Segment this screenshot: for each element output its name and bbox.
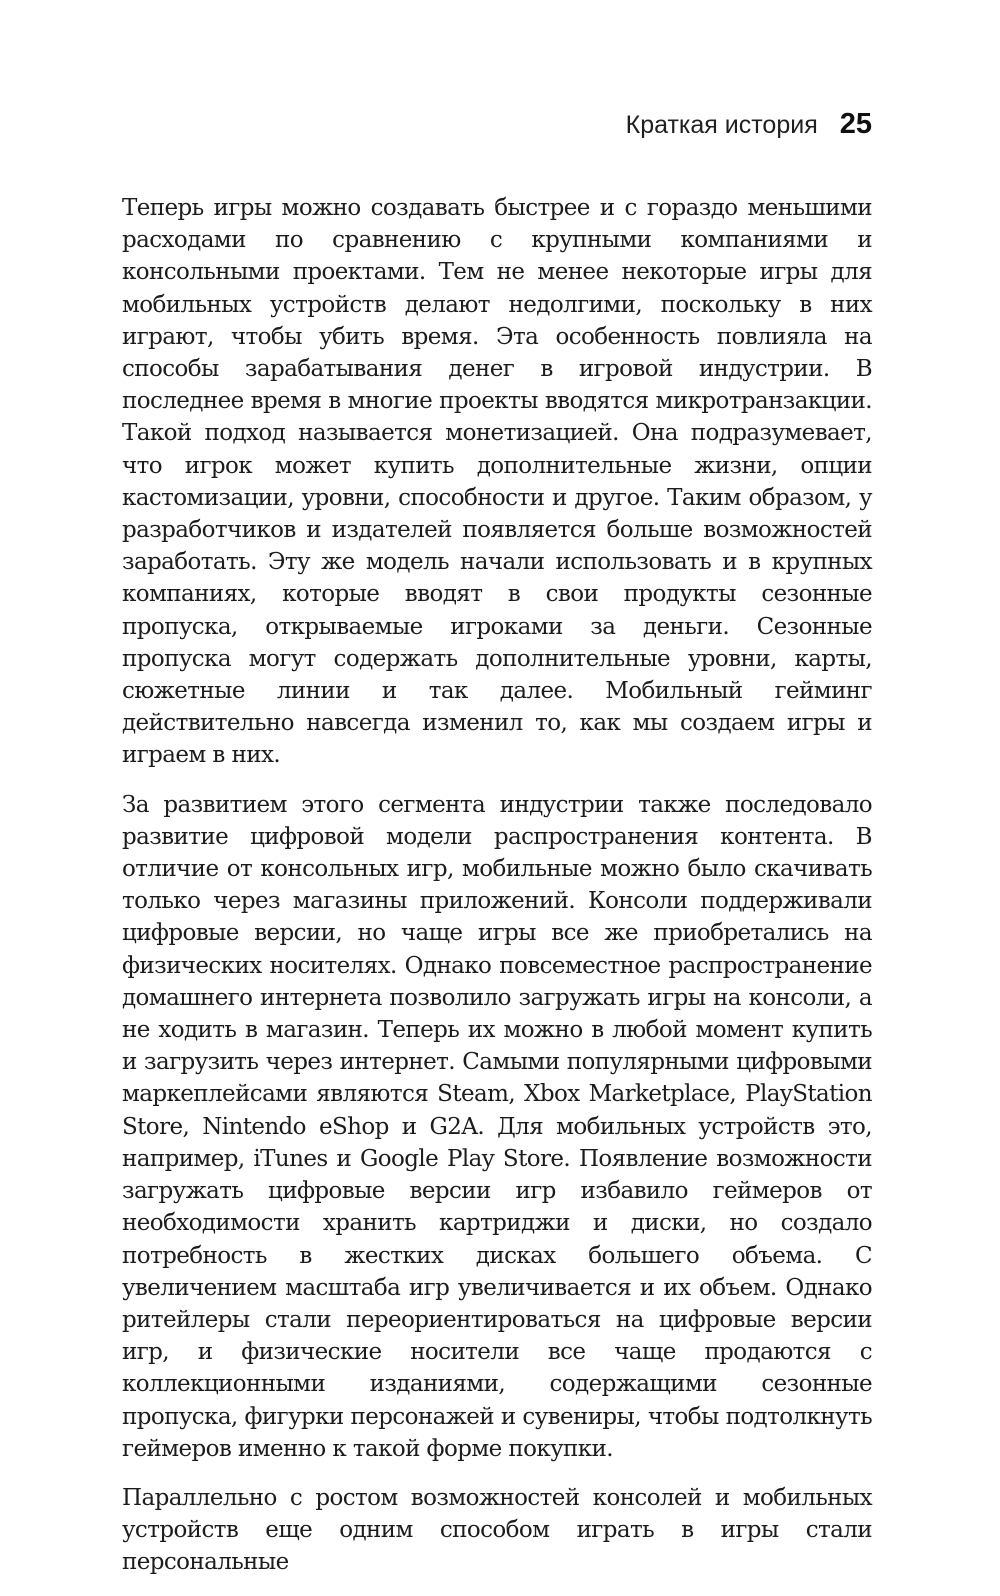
paragraph-3: Параллельно с ростом возможностей консолей и мобильных устройств еще одним способом играть в игры стали персональные <box>122 1484 872 1576</box>
running-header <box>122 108 872 141</box>
paragraph-1: Теперь игры можно создавать быстрее и с гораздо меньшими расходами по сравнению с крупными компаниями и консольными проектами. Тем не менее некоторые игры для мобильных устройств делают недолгими, поскольку в них играют, чтобы убить время. Эта особенность повлияла на способы зарабатывания денег в игровой индустрии. В последнее время в многие проекты вводятся микротранзакции. Такой подход называется монетизацией. Она подразумевает, что игрок может купить дополнительные жизни, опции кастомизации, уровни, способности и другое. Таким образом, у разработчиков и издателей появляется больше возможностей заработать. Эту же модель начали использовать и в крупных компаниях, которые вводят в свои продукты сезонные пропуска, открываемые игроками за деньги. Сезонные пропуска могут содержать дополнительные уровни, карты, сюжетные линии и так далее. Мобильный гейминг действительно навсегда изменил то, как мы создаем игры и играем в них. <box>122 195 872 769</box>
section-title: Краткая история <box>625 111 818 139</box>
body-text <box>122 192 872 1596</box>
page-number: 25 <box>839 108 872 140</box>
paragraph-2: За развитием этого сегмента индустрии также последовало развитие цифровой модели распространения контента. В отличие от консольных игр, мобильные можно было скачивать только через магазины приложений. Консоли поддерживали цифровые версии, но чаще игры все же приобретались на физических носителях. Однако повсеместное распространение домашнего интернета позволило загружать игры на консоли, а не ходить в магазин. Теперь их можно в любой момент купить и загрузить через интернет. Самыми популярными цифровыми маркеплейсами являются Steam, Xbox Marketplace, PlayStation Store, Nintendo eShop и G2A. Для мобильных устройств это, например, iTunes и Google Play Store. Появление возможности загружать цифровые версии игр избавило геймеров от необходимости хранить картриджи и диски, но создало потребность в жестких дисках большего объема. С увеличением масштаба игр увеличивается и их объем. Однако ритейлеры стали переориентироваться на цифровые версии игр, и физические носители все чаще продаются с коллекционными изданиями, содержащими сезонные пропуска, фигурки персонажей и сувениры, чтобы подтолкнуть геймеров именно к такой форме покупки. <box>122 791 872 1462</box>
